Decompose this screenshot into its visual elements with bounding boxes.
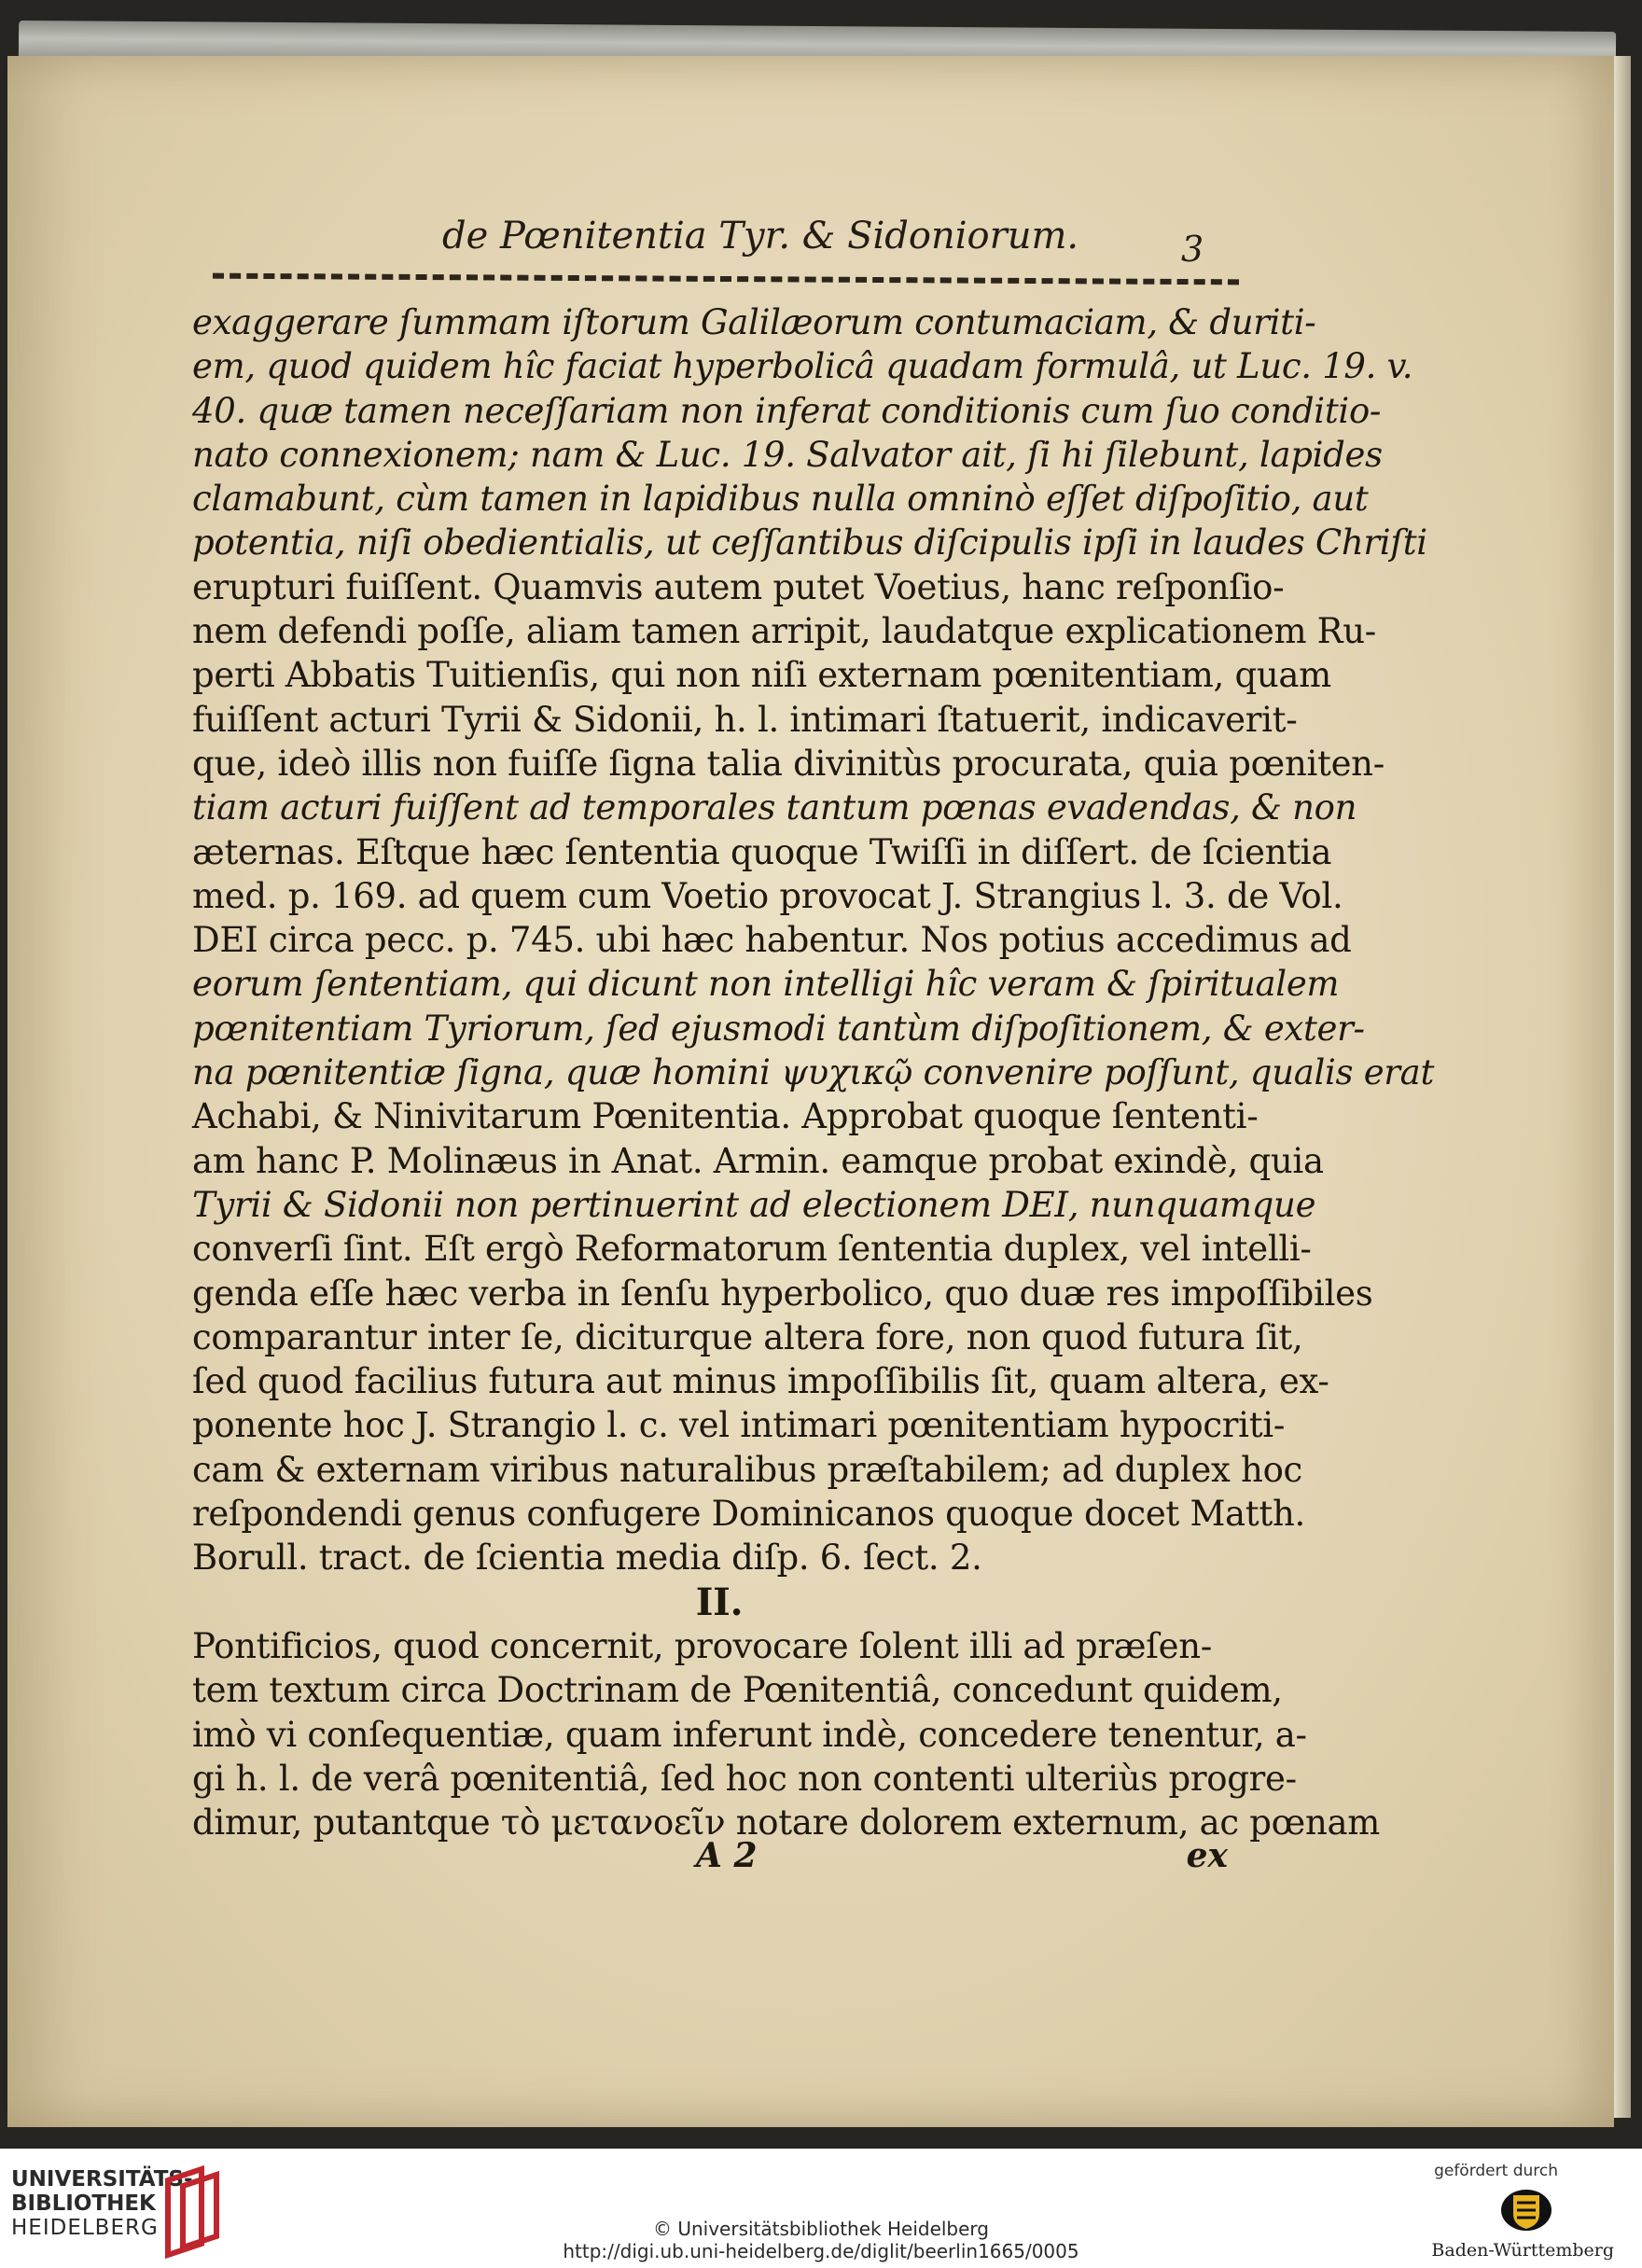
text-line: perti Abbatis Tuitienſis, qui non niſi externam pœnitentiam, quam xyxy=(192,655,1331,696)
funder-name: Baden-Württemberg xyxy=(1431,2240,1614,2261)
text-line: reſpondendi genus confugere Dominicanos quoque docet Matth. xyxy=(192,1494,1305,1535)
text-line: ſed quod facilius futura aut minus impoſſibilis ſit, quam altera, ex- xyxy=(192,1361,1329,1402)
text-line: Tyrii & Sidonii non pertinuerint ad electionem DEI, nunquamque xyxy=(192,1184,1316,1225)
text-line: clamabunt, cùm tamen in lapidibus nulla omninò eſſet diſpoſitio, aut xyxy=(192,479,1369,520)
baden-wuerttemberg-crest-icon xyxy=(1500,2188,1552,2233)
text-line: exaggerare ſummam iſtorum Galilæorum contumaciam, & duriti- xyxy=(192,302,1316,342)
text-line: potentia, niſi obedientialis, ut ceſſantibus diſcipulis ipſi in laudes Chriſti xyxy=(192,522,1427,564)
running-title: de Pœnitentia Tyr. & Sidoniorum. xyxy=(442,215,1079,257)
text-line: cam & externam viribus naturalibus præſtabilem; ad duplex hoc xyxy=(192,1449,1302,1490)
text-line: tem textum circa Doctrinam de Pœnitentiâ, concedunt quidem, xyxy=(192,1670,1283,1711)
text-line: nato connexionem; nam & Luc. 19. Salvator ait, ſi hi ſilebunt, lapides xyxy=(192,434,1383,475)
text-line: Pontificios, quod concernit, provocare ſolent illi ad præſen- xyxy=(192,1625,1212,1666)
text-line: Borull. tract. de ſcientia media diſp. 6. ſect. 2. xyxy=(192,1538,982,1579)
text-line: DEI circa pecc. p. 745. ubi hæc habentur. Nos potius accedimus ad xyxy=(192,920,1352,961)
text-line: fuiſſent acturi Tyrii & Sidonii, h. l. intimari ſtatuerit, indicaverit- xyxy=(192,699,1298,740)
body-text xyxy=(192,300,1435,1844)
text-line: em, quod quidem hîc faciat hyperbolicâ quadam formulâ, ut Luc. 19. v. xyxy=(192,346,1413,387)
signature-mark: A 2 xyxy=(696,1836,758,1875)
footer-bar xyxy=(0,2149,1642,2268)
text-line: am hanc P. Molinæus in Anat. Armin. eamque probat exindè, quia xyxy=(192,1140,1324,1181)
catchline xyxy=(192,1836,1228,1883)
funded-by-label: gefördert durch xyxy=(1434,2162,1558,2180)
text-line: gi h. l. de verâ pœnitentiâ, ſed hoc non contenti ulteriùs progre- xyxy=(192,1758,1297,1799)
text-line: genda eſſe hæc verba in ſenſu hyperbolico, quo duæ res impoſſibiles xyxy=(192,1273,1373,1314)
text-line: comparantur inter ſe, diciturque altera fore, non quod futura ſit, xyxy=(192,1316,1303,1357)
text-line: æternas. Eſtque hæc ſententia quoque Twiſſi in diſſert. de ſcientia xyxy=(192,831,1332,872)
page-paper xyxy=(7,56,1614,2127)
text-line: que, ideò illis non fuiſſe ſigna talia divinitùs procurata, quia pœniten- xyxy=(192,743,1385,784)
text-line: dimur, putantque τὸ μετανοεῖν notare dolorem externum, ac pœnam xyxy=(192,1802,1381,1844)
text-line: na pœnitentiæ ſigna, quæ homini ψυχικῷ convenire poſſunt, qualis erat xyxy=(192,1052,1435,1093)
text-line: 40. quæ tamen neceſſariam non inferat conditionis cum ſuo conditio- xyxy=(192,390,1382,431)
text-line: erupturi fuiſſent. Quamvis autem putet Voetius, hanc reſponſio- xyxy=(192,566,1285,607)
library-name-line1: UNIVERSITÄTS- xyxy=(11,2167,193,2191)
text-line: converſi ſint. Eſt ergò Reformatorum ſententia duplex, vel intelli- xyxy=(192,1229,1312,1270)
library-name-line3: HEIDELBERG xyxy=(11,2216,159,2240)
text-line: nem defendi poſſe, aliam tamen arripit, laudatque explicationem Ru- xyxy=(192,611,1376,652)
text-line: Achabi, & Ninivitarum Pœnitentia. Approbat quoque ſententi- xyxy=(192,1096,1259,1137)
catchword: ex xyxy=(1186,1836,1228,1875)
text-line: med. p. 169. ad quem cum Voetio provocat J. Strangius l. 3. de Vol. xyxy=(192,875,1343,916)
text-line: imò vi conſequentiæ, quam inferunt indè, concedere tenentur, a- xyxy=(192,1714,1307,1755)
text-line: tiam acturi fuiſſent ad temporales tantum pœnas evadendas, & non xyxy=(192,787,1357,828)
section-heading: II. xyxy=(695,1579,744,1624)
text-line: pœnitentiam Tyriorum, ſed ejusmodi tantùm diſpoſitionem, & exter- xyxy=(192,1008,1365,1049)
page-number: 3 xyxy=(1181,229,1204,270)
text-line: ponente hoc J. Strangio l. c. vel intimari pœnitentiam hypocriti- xyxy=(192,1405,1286,1446)
text-line: eorum ſententiam, qui dicunt non intelligi hîc veram & ſpiritualem xyxy=(192,964,1340,1005)
copyright-text: © Universitätsbibliothek Heidelberg xyxy=(652,2218,989,2240)
source-url-link[interactable]: http://digi.ub.uni-heidelberg.de/diglit/beerlin1665/0005 xyxy=(563,2240,1079,2262)
library-name-line2: BIBLIOTHEK xyxy=(11,2191,156,2216)
